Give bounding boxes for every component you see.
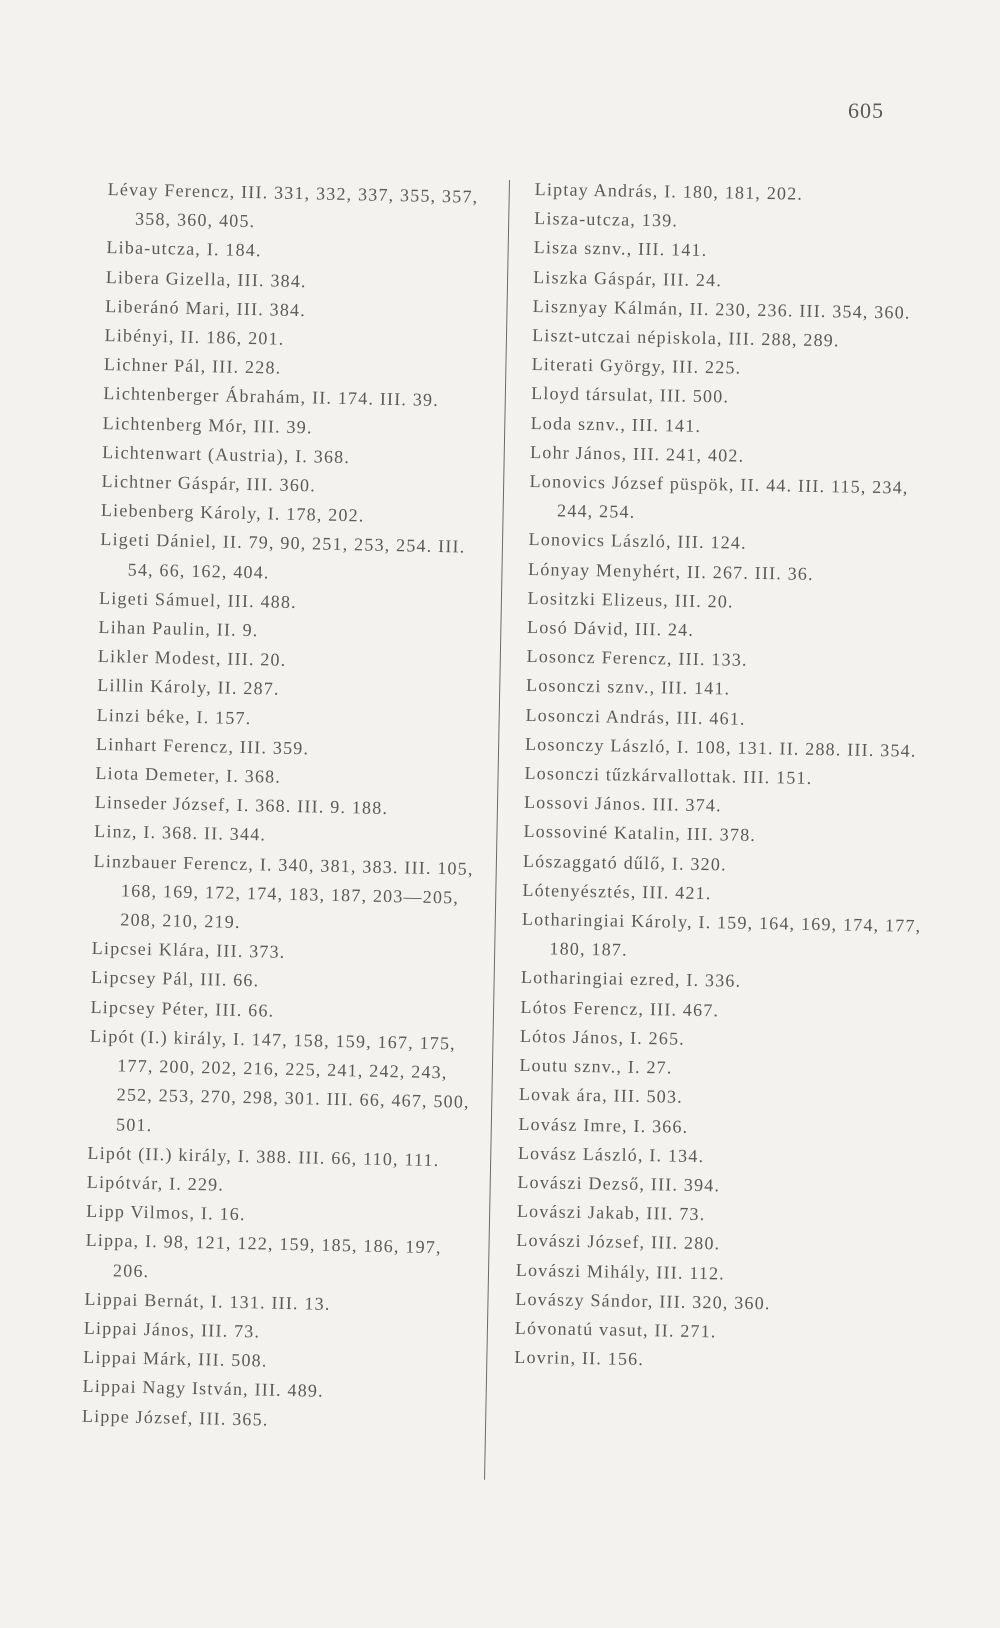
index-entry: Literati György, III. 225. <box>531 354 742 378</box>
index-entry: Lévay Ferencz, III. 331, 332, 337, 355, 357, 358, 360, 405. <box>107 178 479 232</box>
index-entry: Lovrin, II. 156. <box>514 1346 645 1370</box>
index-entry: Ligeti Sámuel, III. 488. <box>98 587 298 612</box>
index-entry: Libera Gizella, III. 384. <box>105 266 307 291</box>
index-entry: Lovászi Dezső, III. 394. <box>517 1171 721 1196</box>
index-entry: Lonovics László, III. 124. <box>528 529 747 554</box>
index-entry: Liberánó Mari, III. 384. <box>105 295 307 320</box>
index-entry: Lovászi Jakab, III. 73. <box>516 1200 706 1225</box>
index-entry: Lótos Ferencz, III. 467. <box>520 996 720 1021</box>
index-entry: Lovászy Sándor, III. 320, 360. <box>515 1288 771 1314</box>
index-entry: Lónyay Menyhért, II. 267. III. 36. <box>527 558 814 584</box>
index-entry: Losonczy László, I. 108, 131. II. 288. III. 354. <box>524 733 917 761</box>
index-entry: Losonczi tűzkárvallottak. III. 151. <box>524 762 813 788</box>
index-entry: Liszka Gáspár, III. 24. <box>533 266 723 290</box>
index-entry: Lippai Márk, III. 508. <box>83 1346 268 1371</box>
index-entry: Loda sznv., III. 141. <box>530 412 702 436</box>
index-entry: Lipp Vilmos, I. 16. <box>86 1200 246 1225</box>
page-number: 605 <box>848 98 884 123</box>
index-entry: Lipót (I.) király, I. 147, 158, 159, 167, 175, 177, 200, 202, 216, 225, 241, 242, 243, 252, 253, 270, 298, 301. III. 66, 467, 500, 501. <box>89 1025 470 1135</box>
index-entry: Losonczi sznv., III. 141. <box>525 675 731 699</box>
index-entry: Lipcsei Klára, III. 373. <box>91 938 286 963</box>
index-entry: Lovász Imre, I. 366. <box>518 1113 689 1137</box>
index-entry: Lichner Pál, III. 228. <box>103 354 282 378</box>
index-entry: Lisznyay Kálmán, II. 230, 236. III. 354, 360. <box>532 295 911 323</box>
index-column-left <box>82 175 503 1439</box>
index-entry: Lihan Paulin, II. 9. <box>98 616 259 641</box>
index-entry: Ligeti Dániel, II. 79, 90, 251, 253, 254. III. 54, 66, 162, 404. <box>100 529 466 583</box>
index-entry: Lotharingiai ezred, I. 336. <box>520 967 742 992</box>
index-entry: Liebenberg Károly, I. 178, 202. <box>100 500 365 526</box>
index-entry: Lichtenwart (Austria), I. 368. <box>101 441 351 467</box>
index-entry: Lotharingiai Károly, I. 159, 164, 169, 174, 177, 180, 187. <box>521 908 922 961</box>
index-entry: Lippai Bernát, I. 131. III. 13. <box>84 1288 331 1314</box>
index-entry: Lippa, I. 98, 121, 122, 159, 185, 186, 197, 206. <box>85 1230 442 1281</box>
index-entry: Lovászi Mihály, III. 112. <box>515 1259 726 1283</box>
index-entry: Lippai János, III. 73. <box>83 1317 261 1342</box>
index-entry: Losó Dávid, III. 24. <box>526 616 695 640</box>
index-entry: Lótos János, I. 265. <box>519 1025 686 1049</box>
index-entry: Losonczi András, III. 461. <box>525 704 746 729</box>
index-entry: Lovak ára, III. 503. <box>518 1084 684 1108</box>
index-column-right <box>514 175 935 1379</box>
index-entry: Liba-utcza, I. 184. <box>106 237 262 261</box>
index-entry: Lószaggató dűlő, I. 320. <box>522 850 727 875</box>
index-entry: Liszt-utczai népiskola, III. 288, 289. <box>532 324 840 351</box>
index-entry: Linhart Ferencz, III. 359. <box>95 733 310 759</box>
index-entry: Liptay András, I. 180, 181, 202. <box>534 178 804 204</box>
index-entry: Linzbauer Ferencz, I. 340, 381, 383. III. 105, 168, 169, 172, 174, 183, 187, 203—205, 208, 210, 219. <box>93 850 474 933</box>
index-entry: Lipótvár, I. 229. <box>86 1171 225 1195</box>
index-entry: Lisza-utcza, 139. <box>534 208 679 231</box>
index-entry: Lóvonatú vasut, II. 271. <box>514 1317 717 1342</box>
index-entry: Lovászi József, III. 280. <box>516 1230 721 1254</box>
index-entry: Liota Demeter, I. 368. <box>95 762 282 787</box>
index-entry: Lipcsey Pál, III. 66. <box>90 967 260 991</box>
index-entry: Lótenyésztés, III. 421. <box>522 879 712 904</box>
index-entry: Lippe József, III. 365. <box>81 1405 269 1430</box>
index-entry: Lositzki Elizeus, III. 20. <box>527 587 734 612</box>
index-entry: Lichtenberger Ábrahám, II. 174. III. 39. <box>103 383 440 411</box>
index-entry: Losoncz Ferencz, III. 133. <box>526 646 748 671</box>
index-entry: Likler Modest, III. 20. <box>97 646 287 671</box>
index-entry: Lipót (II.) király, I. 388. III. 66, 110, 111. <box>87 1142 440 1170</box>
index-entry: Lillin Károly, II. 287. <box>97 675 280 700</box>
index-entry: Linz, I. 368. II. 344. <box>94 821 267 845</box>
index-entry: Lloyd társulat, III. 500. <box>531 383 730 407</box>
index-entry: Lipcsey Péter, III. 66. <box>90 996 275 1021</box>
index-entry: Lossovi János. III. 374. <box>523 792 722 816</box>
index-entry: Lossoviné Katalin, III. 378. <box>523 821 757 846</box>
index-entry: Lovász László, I. 134. <box>517 1142 705 1166</box>
index-entry: Lippai Nagy István, III. 489. <box>82 1376 325 1402</box>
index-entry: Linzi béke, I. 157. <box>96 704 252 728</box>
index-entry: Lichtenberg Mór, III. 39. <box>102 412 313 437</box>
index-entry: Lohr János, III. 241, 402. <box>529 441 745 466</box>
index-entry: Linseder József, I. 368. III. 9. 188. <box>94 792 389 819</box>
index-entry: Loutu sznv., I. 27. <box>519 1054 673 1078</box>
index-entry: Lichtner Gáspár, III. 360. <box>101 470 317 496</box>
index-entry: Libényi, II. 186, 201. <box>104 324 285 349</box>
index-entry: Lonovics József püspök, II. 44. III. 115, 234, 244, 254. <box>529 470 909 523</box>
index-entry: Lisza sznv., III. 141. <box>533 237 708 261</box>
